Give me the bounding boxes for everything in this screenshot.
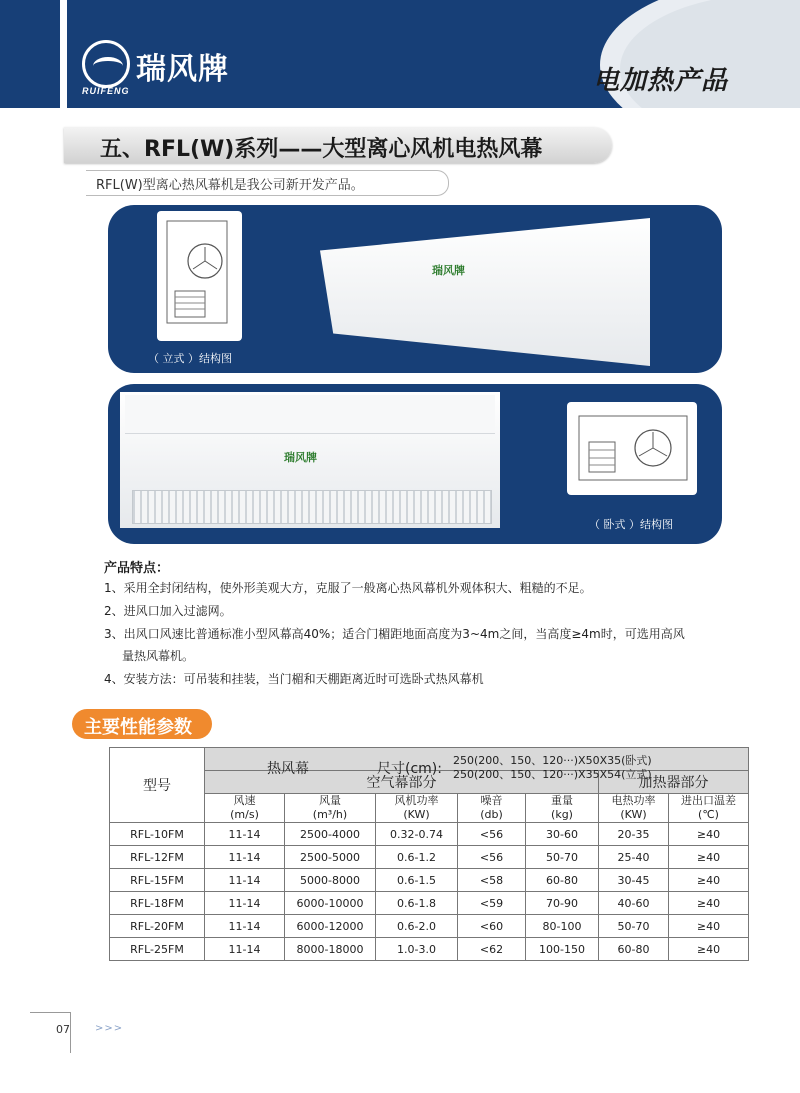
table-cell: 30-60	[526, 823, 599, 846]
table-cell: 50-70	[599, 915, 669, 938]
features-title: 产品特点：	[104, 561, 170, 576]
column-header	[458, 794, 526, 823]
table-cell: ≥40	[669, 823, 749, 846]
brand-name: 瑞风牌	[136, 52, 229, 87]
section-title: 五、RFL(W)系列——大型离心风机电热风幕	[100, 137, 543, 162]
table-cell: 80-100	[526, 915, 599, 938]
spec-table	[109, 747, 749, 961]
size-label: 尺寸(cm):	[377, 761, 442, 777]
header-stripe	[60, 0, 67, 108]
heater-section-header: 加热器部分	[599, 771, 749, 794]
table-cell: 11-14	[205, 823, 285, 846]
page-arrows: >>>	[95, 1023, 124, 1034]
column-header	[205, 794, 285, 823]
feature-item: 2、进风口加入过滤网。	[104, 604, 232, 618]
table-cell: <56	[458, 823, 526, 846]
horizontal-caption: （ 卧式 ）结构图	[589, 518, 673, 531]
column-header-label: 风量	[319, 794, 341, 807]
table-cell: 11-14	[205, 846, 285, 869]
hot-curtain-label: 热风幕	[267, 761, 309, 777]
feature-item: 4、安装方法：可吊装和挂装，当门楣和天棚距离近时可选卧式热风幕机	[104, 672, 484, 686]
table-cell: 0.6-1.8	[376, 892, 458, 915]
table-row	[110, 823, 749, 846]
feature-item-continued: 量热风幕机。	[122, 649, 195, 663]
table-cell: 60-80	[599, 938, 669, 961]
table-row	[110, 892, 749, 915]
column-header-unit: (m³/h)	[312, 808, 348, 821]
horizontal-structure-diagram	[567, 402, 697, 495]
table-cell: ≥40	[669, 846, 749, 869]
column-header-label: 电热功率	[611, 794, 656, 807]
table-cell: <56	[458, 846, 526, 869]
column-header-unit: (KW)	[620, 808, 647, 821]
brand-latin: RUIFENG	[82, 86, 130, 96]
hot-curtain-header	[205, 748, 749, 781]
column-header	[526, 794, 599, 823]
model-cell: RFL-15FM	[110, 869, 205, 892]
table-cell: <60	[458, 915, 526, 938]
table-cell: 0.6-1.5	[376, 869, 458, 892]
section-subtitle: RFL(W)型离心热风幕机是我公司新开发产品。	[96, 178, 364, 193]
page-number: 07	[56, 1023, 70, 1036]
table-cell: 11-14	[205, 892, 285, 915]
table-row	[110, 869, 749, 892]
params-title: 主要性能参数	[84, 717, 192, 738]
table-cell: <62	[458, 938, 526, 961]
table-cell: <58	[458, 869, 526, 892]
table-cell: 70-90	[526, 892, 599, 915]
table-cell: 8000-18000	[285, 938, 376, 961]
model-cell: RFL-18FM	[110, 892, 205, 915]
air-section-header: 空气幕部分	[205, 771, 599, 794]
vertical-structure-diagram	[157, 211, 242, 341]
category-title: 电加热产品	[593, 66, 729, 96]
horizontal-unit-logo: 瑞风牌	[284, 451, 317, 464]
column-header	[599, 794, 669, 823]
size-line-horizontal: 250(200、150、120···)X50X35(卧式)	[453, 754, 652, 767]
table-cell: ≥40	[669, 915, 749, 938]
model-cell: RFL-10FM	[110, 823, 205, 846]
header-banner	[0, 0, 800, 108]
table-cell: 6000-10000	[285, 892, 376, 915]
brand-logo	[82, 38, 302, 96]
table-cell: 0.6-1.2	[376, 846, 458, 869]
column-header	[285, 794, 376, 823]
column-header-label: 重量	[551, 794, 573, 807]
column-header-unit: (m/s)	[230, 808, 259, 821]
model-cell: RFL-20FM	[110, 915, 205, 938]
table-cell: 40-60	[599, 892, 669, 915]
vertical-caption: （ 立式 ）结构图	[148, 352, 232, 365]
column-header	[376, 794, 458, 823]
table-row	[110, 915, 749, 938]
model-cell: RFL-25FM	[110, 938, 205, 961]
column-header-label: 风机功率	[394, 794, 439, 807]
table-cell: 1.0-3.0	[376, 938, 458, 961]
table-cell: 50-70	[526, 846, 599, 869]
horizontal-unit-grille	[132, 490, 492, 524]
table-cell: 30-45	[599, 869, 669, 892]
column-header	[669, 794, 749, 823]
table-cell: 25-40	[599, 846, 669, 869]
table-cell: ≥40	[669, 869, 749, 892]
column-header-unit: (℃)	[698, 808, 719, 821]
horizontal-diagram-drawing	[567, 402, 697, 495]
table-cell: 2500-5000	[285, 846, 376, 869]
column-header-label: 进出口温差	[681, 794, 736, 807]
column-header-unit: (KW)	[403, 808, 430, 821]
table-cell: 11-14	[205, 869, 285, 892]
table-cell: 60-80	[526, 869, 599, 892]
column-header-label: 风速	[233, 794, 256, 807]
horizontal-unit-top-vent	[125, 395, 495, 434]
table-row	[110, 846, 749, 869]
table-cell: 20-35	[599, 823, 669, 846]
model-cell: RFL-12FM	[110, 846, 205, 869]
feature-item: 3、出风口风速比普通标准小型风幕高40%；适合门楣距地面高度为3~4m之间，当高度≥4m时，可选用高风	[104, 627, 685, 641]
table-cell: ≥40	[669, 892, 749, 915]
model-header: 型号	[110, 748, 205, 823]
table-cell: 0.32-0.74	[376, 823, 458, 846]
table-cell: 11-14	[205, 938, 285, 961]
table-cell: 100-150	[526, 938, 599, 961]
vertical-unit-logo: 瑞风牌	[432, 264, 465, 277]
column-header-unit: (db)	[480, 808, 503, 821]
column-header-label: 噪音	[480, 794, 503, 807]
table-cell: 5000-8000	[285, 869, 376, 892]
table-cell: 0.6-2.0	[376, 915, 458, 938]
table-row	[110, 938, 749, 961]
size-line-vertical: 250(200、150、120···)X35X54(立式)	[453, 768, 652, 781]
table-cell: 11-14	[205, 915, 285, 938]
vertical-diagram-drawing	[157, 211, 242, 341]
table-cell: <59	[458, 892, 526, 915]
table-cell: 6000-12000	[285, 915, 376, 938]
brand-swirl-icon	[82, 40, 130, 88]
column-header-unit: (kg)	[551, 808, 573, 821]
feature-item: 1、采用全封闭结构，使外形美观大方，克服了一般离心热风幕机外观体积大、粗糙的不足。	[104, 581, 592, 595]
table-cell: 2500-4000	[285, 823, 376, 846]
table-cell: ≥40	[669, 938, 749, 961]
